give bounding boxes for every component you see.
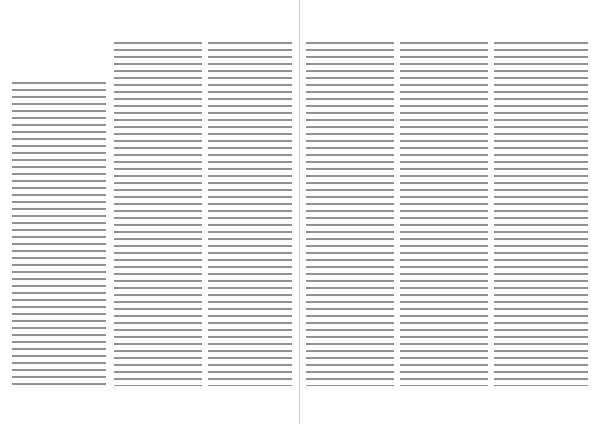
- body-text: [208, 42, 292, 386]
- text-column: [12, 82, 106, 386]
- body-text: [494, 42, 588, 386]
- article-heading: [12, 42, 106, 74]
- text-column: [400, 42, 488, 386]
- text-column: [494, 42, 588, 386]
- text-column: [306, 42, 394, 386]
- body-text: [12, 82, 106, 386]
- text-column: [114, 42, 202, 386]
- body-text: [306, 42, 394, 386]
- article-byline: [12, 62, 106, 74]
- body-text: [114, 42, 202, 386]
- page-footer-right: [306, 398, 588, 410]
- text-column: [208, 42, 292, 386]
- article-title: [12, 42, 106, 60]
- body-text: [400, 42, 488, 386]
- page-footer-left: [12, 398, 292, 410]
